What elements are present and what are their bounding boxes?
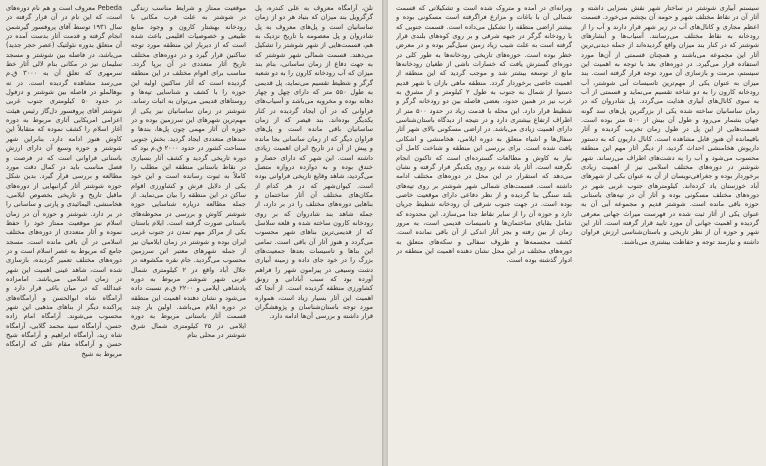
left-page-column-right	[255, 4, 373, 462]
left-page-column-left-text: Pebeda معروف است و هم نام دوره‌های است، که این نام در آن قرار گرفته در سال ۱۹۳۱ توسط آقای پروفسور گیرشمن انجام گرفته و قدمت آثار بدست آمده در آن متعلق بدوره نئولتیک (عصر حجر جدید) می‌باشد، در فاصله بین شوشتر و مسجد سلیمان نیز در مکانی بنام لالی آثار خط سرمهری که تعلق آن به ۳۰۰۰ ق.م می‌رسد مشاهده گردیده است. در ته بوهالملو در فاصله بین شوشتر و دزفول در حدود ۵۰ کیلومتری جنوب غربی شوشتر آقای پروفسور دل‌گاز رئیس هیئت اعزامی امریکایی آثاری مربوط به دوره آغاز اسلام را کشف نموده که متقابلاً این کاوش هنوز ادامه دارد. بنابراین شهر شوشتر و حوزه وسیع آن دارای ارزش باستانی فراوانی است که در فرصت و فصل مناسب باید در کمال دقت مورد مطالعه و بررسی قرار گیرد. بدین شکل حوزه شوشتر آثار گرانبهایی از دوره‌های ماقبل تاریخ و تاریخی بخصوص ایلامی، هخامنشی، الیمائیدی و پارتی و ساسانی را در بر دارد. شوشتر و حوزه آن در زمان اسلام نیز موقعیت ممتاز خود را حفظ نموده و آثار متعددی از دوره‌های مختلف اسلامی در آن باقی مانده است. مسجد جامع که مربوط به عصر اسلام است و در دوره‌های مختلف تعمیر گردیده، بازسازی شده است، شاهد عینی اهمیت این شهر در زمان اسلامی می‌باشد. امامزاده عبدالله که در میان باغی قرار دارد و آرامگاه شاه ابوالحسن و آرامگاه‌های پراکنده دیگر از بناهای مذهبی این شهر محسوب می‌شوند. آرامگاه امام زاده حسن، آرامگاه سید محمد گلابی، آرامگاه شاه زید، آرامگاه ابراهیم و آرامگاه شیخ حسن و آرامگاه مقام علی که آرامگاه مربوط به شیخ	[6, 4, 122, 358]
right-page	[388, 0, 766, 466]
right-page-column-right-text: سیستم آبیاری شوشتر در ساختار شهر نقش بسزایی داشته و آثار آن در نقاط مختلف شهر و حومه آن بچشم می‌خورد. قسمت اعظم مجاری و کانال‌های آب در زیر شهر قرار دارند و آب را از رودخانه به نقاط مختلف می‌رسانند. آسیاب‌ها و آبشارهای شوشتر که در کنار بند میزان واقع گردیده‌اند از جمله دیدنی‌ترین آثار این مجموعه می‌باشند و همچنان قسمتی از آن‌ها مورد استفاده قرار می‌گیرد. در دوره‌های بعد با توجه به اهمیت این سیستم، مرمت و بازسازی آن مورد توجه قرار گرفته است. بند میزان به عنوان یکی از مهم‌ترین تاسیسات آبی شوشتر، آب رودخانه کارون را به دو شاخه تقسیم می‌نماید و قسمتی از آب به سوی کانال‌های آبیاری هدایت می‌گردد. پل شادروان که در زمان ساسانیان ساخته شده یکی از بزرگترین پل‌های سد گونه جهان بشمار می‌رود و طول آن بیش از ۵۰۰ متر بوده است. قسمت‌هایی از این پل در طول زمان تخریب گردیده و آثار باقیمانده آن هنوز قابل مشاهده است. کانال داریون که به دستور داریوش هخامنشی احداث گردید، از دیگر آثار مهم این منطقه محسوب می‌شود و آب را به دشت‌های اطراف می‌رساند. شهر شوشتر در دوره‌های مختلف اسلامی نیز از اهمیت زیادی برخوردار بوده و جغرافی‌نویسان از آن به عنوان یکی از شهرهای آباد خوزستان یاد کرده‌اند. کیلومترهای جنوب غربی شهر در دوره‌های مختلف مسکونی بوده و آثار آن در تپه‌های باستانی حوزه باقی مانده است. شوشتر قدیم و مجموعه آبی آن به عنوان یکی از آثار ثبت شده در فهرست میراث جهانی معرفی گردیده و اهمیت جهانی آن مورد تایید قرار گرفته است. آثار این شهر و حوزه آن از نظر تاریخی و باستان‌شناسی ارزش فراوان داشته و نیازمند توجه و حفاظت بیشتری می‌باشند.	[581, 4, 759, 246]
right-page-column-left	[396, 4, 572, 462]
right-page-column-right	[581, 4, 759, 462]
left-page	[0, 0, 382, 466]
left-page-column-right-text: نلن، آرامگاه معروف به علی کندره، پل گرگرویل بند میزان که بنیاد هر دو از زمان ساسانیان است و پل‌های معروف به پل شادروان و پل معصومه با تاریخ نزدیک به هم، قسمت‌هایی از شهر شوشتر را تشکیل می‌دهند. قسمت شمالی شهر شوشتر که به جهت دفاع از زمان ساسانی، بنام بند میزان که آب رودخانه کارون را به دو شعبه گرگر و شطیط تقسیم می‌نماید، پل قدیمی به طول ۵۵۰ متر که دارای چهل و چهار دهانه بوده و مخروبه می‌باشد و آسیاب‌های فراوانی که در آن ایجاد گردیده در کنار یکدیگر بوده‌اند. بند قیصر که از زمان ساسانیان باقی مانده است و پل‌های فراوان دیگر که از زمان ساسانی بجا مانده و پیش از آن در تاریخ ایران اهمیت زیادی داشته است. این شهر که دارای حصار و خندق بوده و به دوازده دروازه متصل می‌گردید، شاهد وقایع تاریخی فراوانی بوده است. کیوان‌شهر که در هر کدام از مکان‌های مختلف آن آثار ساختمان و بناهایی دوره‌های مختلف را در بر دارد، از جمله شاهد بند شادروان که بر روی رودخانه کارون ساخته شده و قلعه سلاسل که از قدیمی‌ترین بناهای شهر محسوب می‌گردد و هنوز آثار آن باقی است. تمامی این بناها و تاسیسات بعدها جمعیت‌های بزرگ را در خود جای داده و زمینه آبیاری دشت وسیعی در پیرامون شهر را فراهم آورده بود که سبب آبادانی و رونق کشاورزی منطقه گردیده است. از آنجا که اهمیت این آثار بسیار زیاد است، همواره مورد توجه باستان‌شناسان و پژوهشگران قرار داشته و بررسی آن‌ها ادامه دارد.	[255, 4, 373, 321]
right-page-column-left-text: ویرانه‌ای در آمده و متروک شده است و تشکیلاتی که قسمت شمالی آن با باغات و مزارع فراگرفته است مسکونی بوده و بیشتر اراضی منطقه را تشکیل می‌داده است. قسمت جنوبی که با رودخانه گرگر در جبهه شرقی و بر روی کوه‌های بلندی قرار گرفته است به علت شیب زیاد زمین سیل‌گیر بوده و در معرض خطر بوده است. حوزه‌های تاریخی رودخانه‌ها به طور کلی در دوره‌ای گسترش یافت که خسارات ناشی از طغیان رودخانه‌ها مانع از توسعه بیشتر شد و موجب گردید که این منطقه از اهمیت خاصی برخوردار گردد. منطقه ماهی بازان با شهر قدیم دستوا از شمال به جنوب به طول ۲ کیلومتر و از مشرق به غرب نیز در همین حدود، بعضی فاصله بین دو رودخانه گرگر و شطیط قرار دارد. این محله با قدمت زیاد در حدود ۵۰۰ متر از اطراف ارتفاع بیشتری دارد و در نتیجه از دیدگاه باستان‌شناسی دارای اهمیت زیادی می‌باشد. در اراضی مسکونی بالای شهر آثار سفال‌ها و اشیاء متعلق به دوره ایلامی، هخامنشی و اشکانی یافت شده است. برای بررسی این منطقه و شناخت کامل آن نیاز به کاوش و مطالعات گسترده‌ای است که تاکنون انجام نگرفته است. آثار یاد شده بر روی یکدیگر قرار گرفته و نشان می‌دهد که استقرار در این محل در دوره‌های مختلف ادامه داشته است. قسمت‌های شمالی شهر شوشتر بر روی تپه‌های بلند سنگی بنا گردیده و از نظر دفاعی دارای موقعیت خاصی بوده است. در جهت جنوب شرقی آن رودخانه شطیط جریان دارد و حوزه آن را از سایر نقاط جدا می‌سازد. این محدوده که شامل بقایای ساختمان‌ها و تاسیسات قدیمی است، به مرور زمان از بین رفته و بجز آثار اندکی از آن باقی نمانده است. کشف مجسمه‌ها و ظروف سفالی و سکه‌های متعلق به دوره‌های مختلف در این محل نشان دهنده اهمیت این منطقه در ادوار گذشته بوده است.	[396, 4, 572, 265]
left-page-column-left	[6, 4, 122, 462]
left-page-column-middle	[131, 4, 246, 462]
left-page-column-middle-text: موقعیت ممتاز و شرایط مناسب زندگی در شوشتر به علت قرب مکانی با رودخانه بهشتار کارون و وجود منابع طبیعی و خصوصیات اقلیمی باعث شده است که از دیرباز این منطقه مورد توجه ساکنین قرار گیرد و در دوره‌های مختلف تاریخ آثار متعددی در آن برپا گردد. مناسب برای اقوام مختلف در این منطقه گردیده است که آثار ساکنین اولیه این حوزه را با کشف و شناسایی تپه‌ها و روستاهای قدیمی می‌توان به اثبات رساند. شوشتر در زمان ساسانیان نیز یکی از مهم‌ترین شهرهای این سرزمین بوده و در حوزه آن آثار مهمی چون پل‌ها، بندها و سدهای متعددی ایجاد گردید. بخش جنوبی مساحت کشور در حدود ۲۰۰۰ ق.م بود که دوره تاریخی گردید و کشف آثار بسیاری در نقاط باستانی منطقه این مطلب را کاملاً به ثبوت رسانده است و این خود یکی از دلایل فرش و کشاورزی اقوام ساکن در این منطقه را بیان می‌نماید. از جمله مطالعه دریاره شناسایی حوزه شوشتر کاوش و بررسی در محوطه‌های باستانی صورت گرفته است. ایلام باستان یکی از مراکز مهم تمدن در جنوب غربی ایران بوده و شوشتر در زمان ایلامیان نیز از جمله شهرهای معتبر این سرزمین محسوب می‌گردید. جام نقره مکشوفه در جلال آباد واقع در ۲ کیلومتری شمال غربی شهر شوشتر مربوط به دوره پادشاهی ایلامی و ۲۲۰۰ ق.م نسبت داده می‌شود و نشان دهنده اهمیت این منطقه در دوره ایلام می‌باشد. اولین بار چند قسمت آثار باستانی مربوط به دوره ایلامی در ۲۵ کیلومتری شمال شرق شوشتر در محلی بنام	[131, 4, 246, 340]
